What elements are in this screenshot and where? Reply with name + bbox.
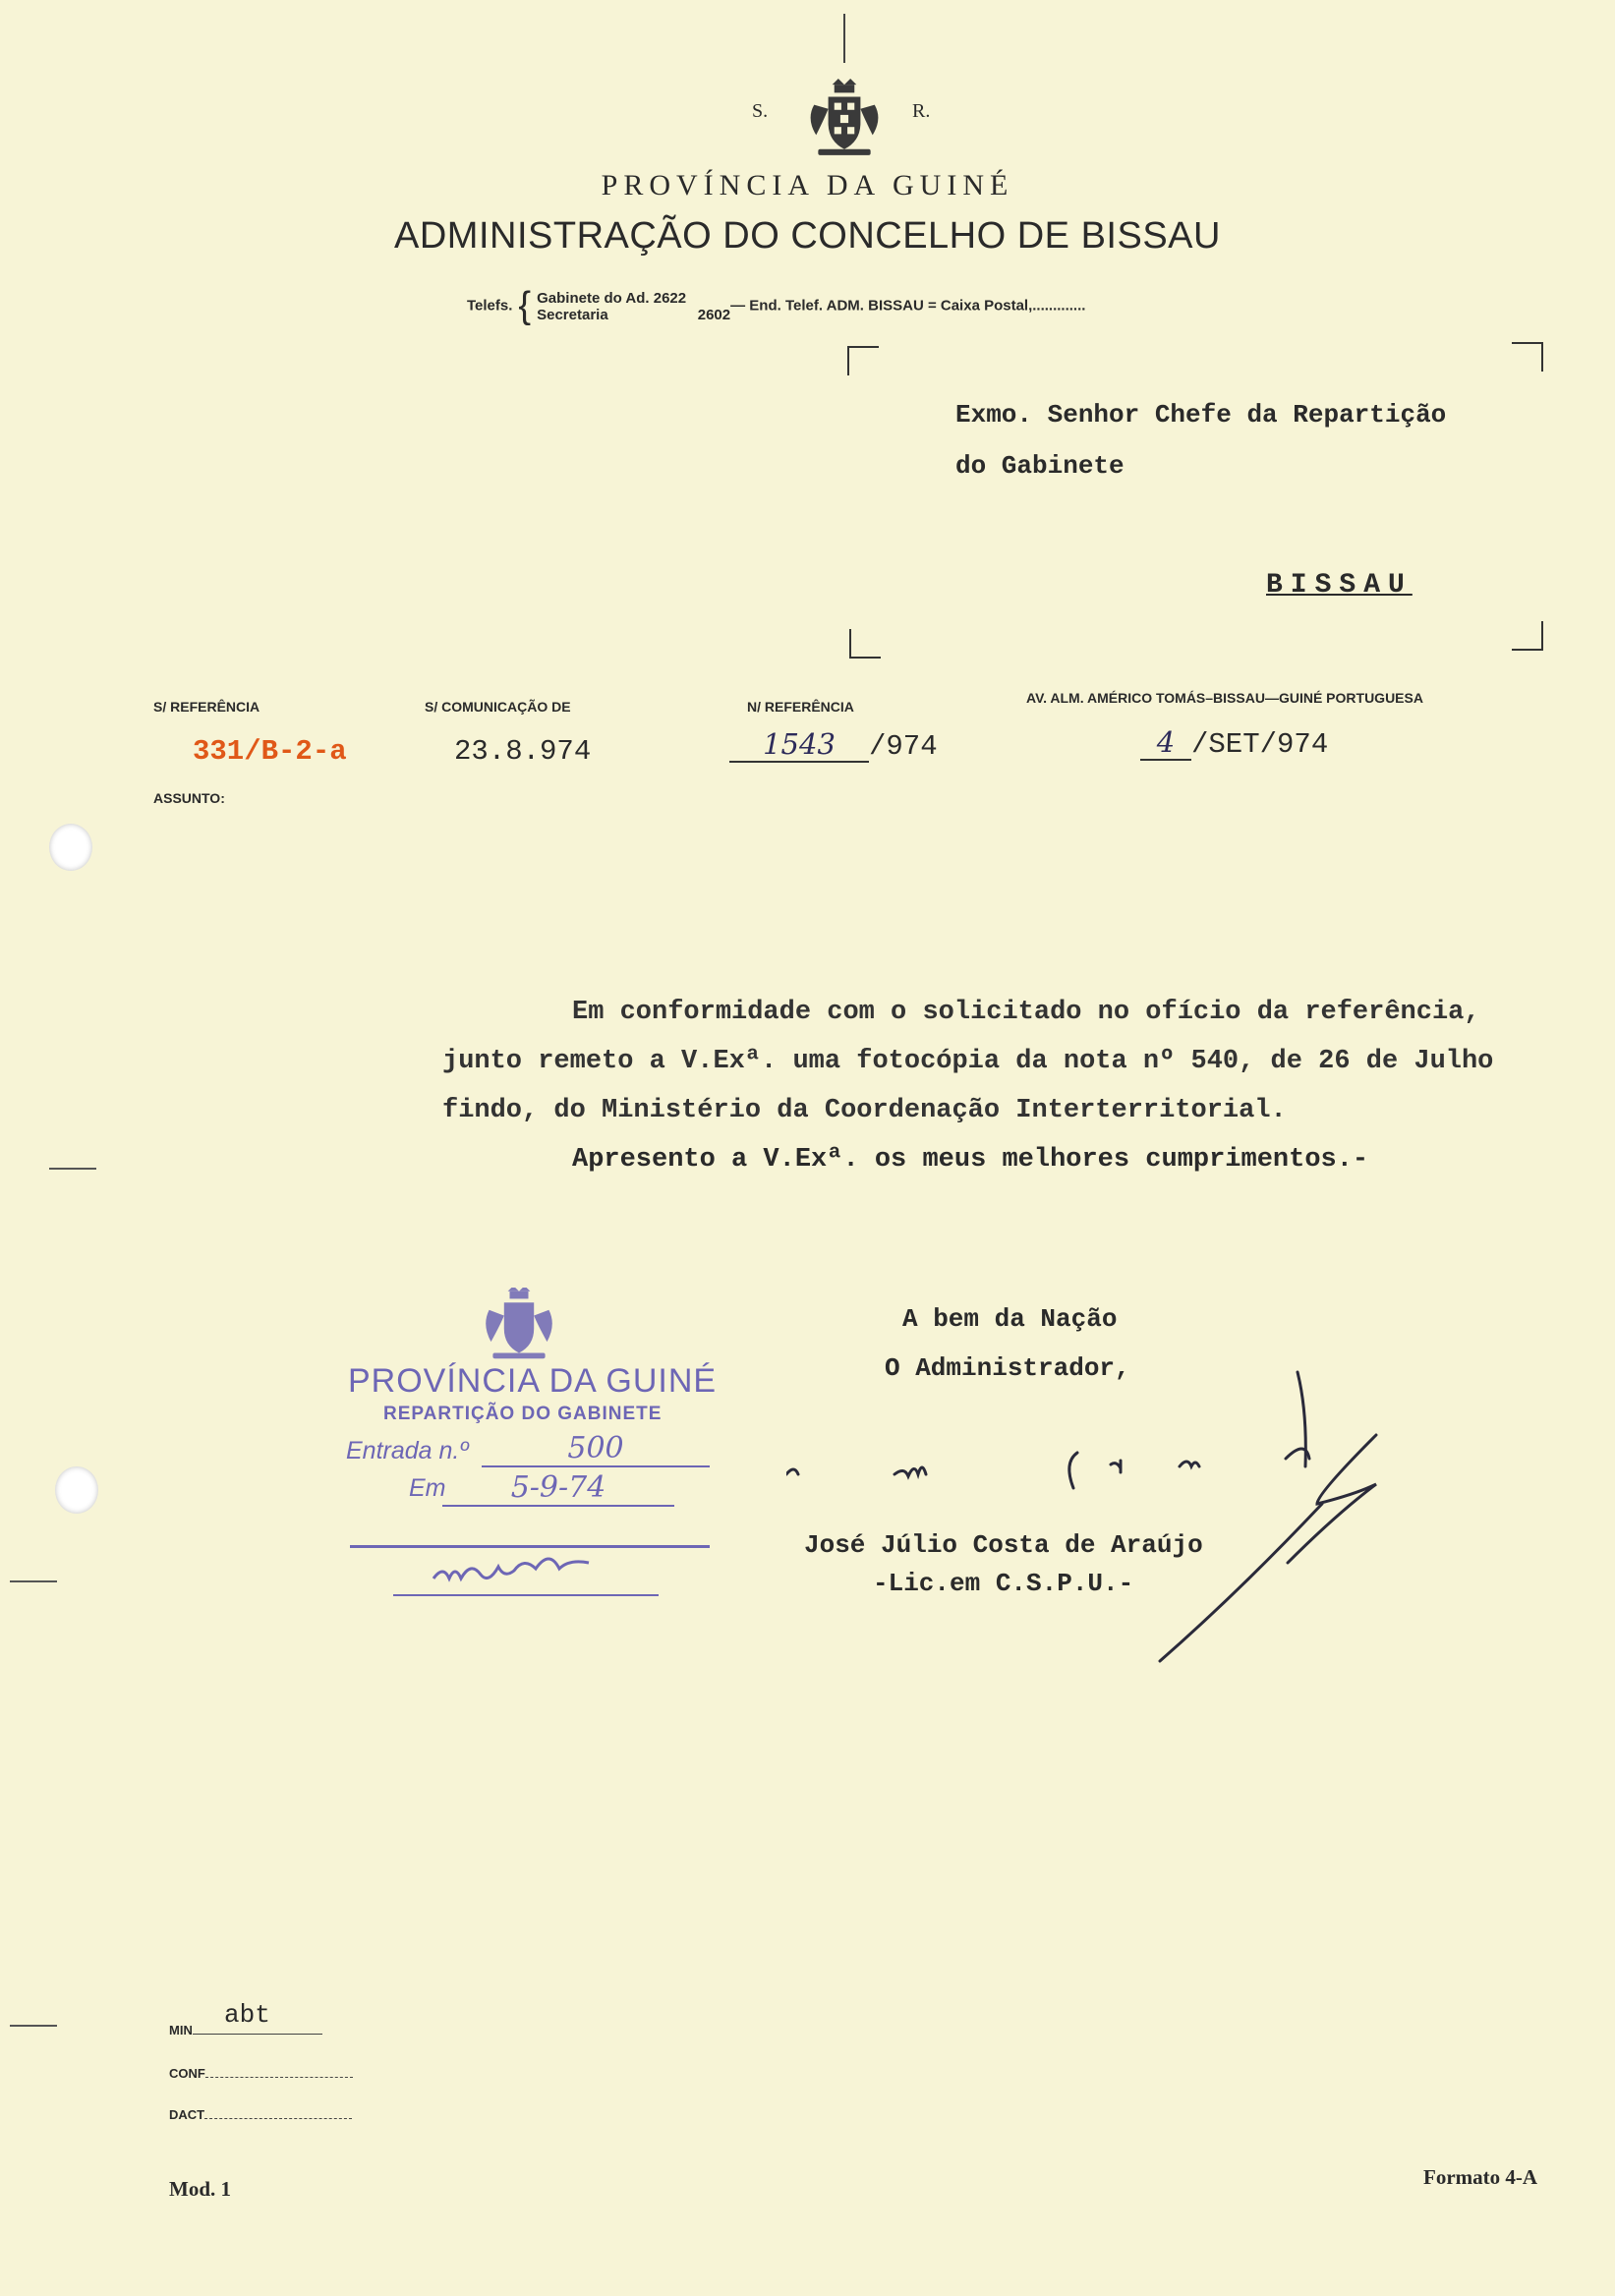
- stamp-date-label: Em: [409, 1474, 446, 1502]
- n-referencia-hand: 1543: [729, 727, 869, 763]
- province-title: PROVÍNCIA DA GUINÉ: [601, 169, 1014, 201]
- margin-tick: [10, 1580, 57, 1582]
- receipt-stamp: [344, 1288, 727, 1602]
- body-paragraph: [442, 988, 1533, 1135]
- stamp-initials-icon: [428, 1553, 624, 1586]
- conf-label: CONF: [169, 2066, 205, 2081]
- recipient-line-2: do Gabinete: [955, 451, 1125, 481]
- address-label: AV. ALM. AMÉRICO TOMÁS–BISSAU—GUINÉ PORTUGUESA: [1026, 690, 1423, 706]
- s-referencia-label: S/ REFERÊNCIA: [153, 699, 260, 715]
- s-comunicacao-value: 23.8.974: [454, 735, 592, 768]
- min-label: MIN: [169, 2023, 193, 2038]
- sr-right: R.: [912, 100, 931, 122]
- handwritten-signature-icon: [786, 1356, 1396, 1671]
- address-corner: [849, 629, 881, 659]
- dact-field: [169, 2107, 352, 2122]
- closing-line: Apresento a V.Exª. os meus melhores cumprimentos.-: [572, 1145, 1369, 1175]
- signatory-title: -Lic.em C.S.P.U.-: [873, 1569, 1134, 1598]
- coat-of-arms-icon: [804, 79, 885, 159]
- dact-label: DACT: [169, 2107, 205, 2122]
- s-referencia-value: 331/B-2-a: [193, 735, 347, 768]
- dact-line: [204, 2118, 352, 2119]
- stamp-crest-icon: [482, 1288, 556, 1362]
- margin-tick: [10, 2025, 57, 2027]
- stamp-divider: [350, 1545, 710, 1548]
- stamp-date-value: 5-9-74: [442, 1470, 674, 1507]
- date-day-hand: 4: [1140, 725, 1191, 761]
- s-comunicacao-label: S/ COMUNICAÇÃO DE: [425, 699, 571, 715]
- tel-label: Telefs.: [467, 297, 513, 315]
- recipient-block: [955, 389, 1446, 491]
- administration-title: ADMINISTRAÇÃO DO CONCELHO DE BISSAU: [394, 215, 1221, 257]
- n-referencia-value: [729, 727, 938, 763]
- tel-secretary-label: Secretaria: [537, 306, 608, 323]
- punch-hole-top: [49, 824, 92, 871]
- brace: {: [518, 285, 532, 326]
- n-referencia-year: /974: [869, 730, 938, 763]
- sr-left: S.: [752, 100, 769, 122]
- conf-line: [205, 2077, 353, 2078]
- n-referencia-label: N/ REFERÊNCIA: [747, 699, 854, 715]
- tel-office-label: Gabinete do Ad.: [537, 289, 650, 307]
- model-label: Mod. 1: [169, 2177, 231, 2201]
- telephone-line: [467, 285, 1085, 327]
- recipient-line-1: Exmo. Senhor Chefe da Repartição: [955, 400, 1447, 430]
- punch-hole-bottom: [55, 1466, 98, 1514]
- format-label: Formato 4-A: [1423, 2165, 1538, 2189]
- fold-mark: [843, 14, 845, 63]
- salutation: A bem da Nação: [902, 1304, 1118, 1334]
- address-corner: [1512, 342, 1543, 372]
- address-corner: [847, 346, 879, 375]
- min-value: abt: [224, 2000, 270, 2030]
- assunto-label: ASSUNTO:: [153, 790, 225, 806]
- stamp-initials: [393, 1553, 659, 1596]
- signatory-name: José Júlio Costa de Araújo: [804, 1530, 1203, 1560]
- body-line-2: junto remeto a V.Exª. uma fotocópia da nota nº 540, de 26 de Julho: [442, 1047, 1494, 1076]
- signatory-role: O Administrador,: [885, 1353, 1130, 1383]
- min-line: [193, 2034, 322, 2035]
- body-line-1: Em conformidade com o solicitado no ofício da referência,: [572, 998, 1480, 1027]
- recipient-city: BISSAU: [1266, 570, 1413, 601]
- margin-tick: [49, 1168, 96, 1170]
- tel-office-number: 2622: [653, 289, 687, 307]
- tel-numbers: [654, 290, 730, 323]
- stamp-province: PROVÍNCIA DA GUINÉ: [348, 1362, 718, 1400]
- body-line-3: findo, do Ministério da Coordenação Interterritorial.: [442, 1096, 1287, 1125]
- tel-secretary-number: 2602: [697, 306, 731, 323]
- address-corner: [1512, 621, 1543, 651]
- conf-field: [169, 2066, 353, 2081]
- tel-rest: — End. Telef. ADM. BISSAU = Caixa Postal,.............: [730, 297, 1086, 315]
- stamp-entry-label: Entrada n.º: [346, 1437, 469, 1464]
- stamp-department: REPARTIÇÃO DO GABINETE: [383, 1404, 663, 1424]
- document-date: [1140, 725, 1328, 761]
- date-rest: /SET/974: [1191, 728, 1329, 761]
- tel-labels: [537, 290, 649, 323]
- stamp-entry-number: 500: [482, 1431, 710, 1467]
